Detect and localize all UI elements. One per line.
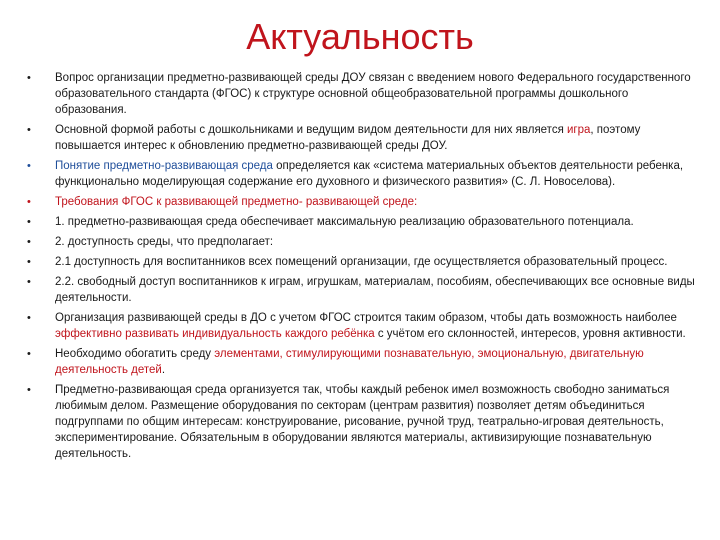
item-text: 2.1 доступность для воспитанников всех помещений организации, где осуществляется образовательный процесс.: [55, 256, 668, 268]
bullet-marker: •: [27, 276, 31, 288]
list-item: [22, 382, 702, 462]
term-text: Понятие предметно-развивающая среда: [55, 160, 273, 172]
bullet-marker: •: [27, 256, 31, 268]
bullet-marker: •: [27, 196, 31, 208]
list-item: [22, 310, 702, 342]
item-text: 1. предметно-развивающая среда обеспечивает максимальную реализацию образовательного потенциала.: [55, 216, 634, 228]
highlight-text: элементами, стимулирующими познавательную, эмоциональную, двигательную деятельность детей: [55, 348, 644, 376]
item-text: Основной формой работы с дошкольниками и ведущим видом деятельности для них является игра, поэтому повышается интерес к обновлению предметно-развивающей среды ДОУ.: [55, 124, 641, 152]
list-item: [22, 346, 702, 378]
item-text: Понятие предметно-развивающая среда определяется как «система материальных объектов деятельности ребенка, функционально моделирующая содержание его духовного и физического развития» (С. Л. Новоселова).: [55, 160, 684, 188]
item-text: 2. доступность среды, что предполагает:: [55, 236, 274, 248]
list-item: [22, 254, 702, 270]
item-text: Вопрос организации предметно-развивающей среды ДОУ связан с введением нового Федерального государственного образовательного стандарта (ФГОС) к структуре основной общеобразовательной программы дошкольного образования.: [55, 72, 691, 116]
list-item: [22, 274, 702, 306]
list-item: [22, 234, 702, 250]
highlight-text: эффективно развивать индивидуальность каждого ребёнка: [55, 328, 375, 340]
item-text: Предметно-развивающая среда организуется так, чтобы каждый ребенок имел возможность свободно заниматься любимым делом. Размещение оборудования по секторам (центрам развития) позволяет детям объединиться подгруппами по общим интересам: конструирование, рисование, ручной труд, театрально-игровая деятельность, экспериментирование. Обязательным в оборудовании являются материалы, активизирующие познавательную деятельность.: [55, 384, 670, 460]
list-item: [22, 70, 702, 118]
list-item: [22, 122, 702, 154]
item-text: Организация развивающей среды в ДО с учетом ФГОС строится таким образом, чтобы дать возможность наиболее эффективно развивать индивидуальность каждого ребёнка с учётом его склонностей, интересов, уровня активности.: [55, 312, 686, 340]
bullet-marker: •: [27, 72, 31, 84]
bullet-marker: •: [27, 312, 31, 324]
list-item: [22, 158, 702, 190]
bullet-marker: •: [27, 348, 31, 360]
bullet-marker: •: [27, 216, 31, 228]
slide-title: Актуальность: [246, 16, 474, 57]
item-text: Необходимо обогатить среду элементами, стимулирующими познавательную, эмоциональную, двигательную деятельность детей.: [55, 348, 644, 376]
list-item: [22, 194, 702, 210]
item-text: Требования ФГОС к развивающей предметно- развивающей среде:: [55, 196, 418, 208]
bullet-marker: •: [27, 160, 31, 172]
bullet-list: [22, 70, 702, 462]
bullet-marker: •: [27, 124, 31, 136]
bullet-marker: •: [27, 384, 31, 396]
highlight-text: игра: [567, 124, 591, 136]
bullet-marker: •: [27, 236, 31, 248]
list-item: [22, 214, 702, 230]
item-text: 2.2. свободный доступ воспитанников к играм, игрушкам, материалам, пособиям, обеспечивающих все основные виды деятельности.: [55, 276, 695, 304]
